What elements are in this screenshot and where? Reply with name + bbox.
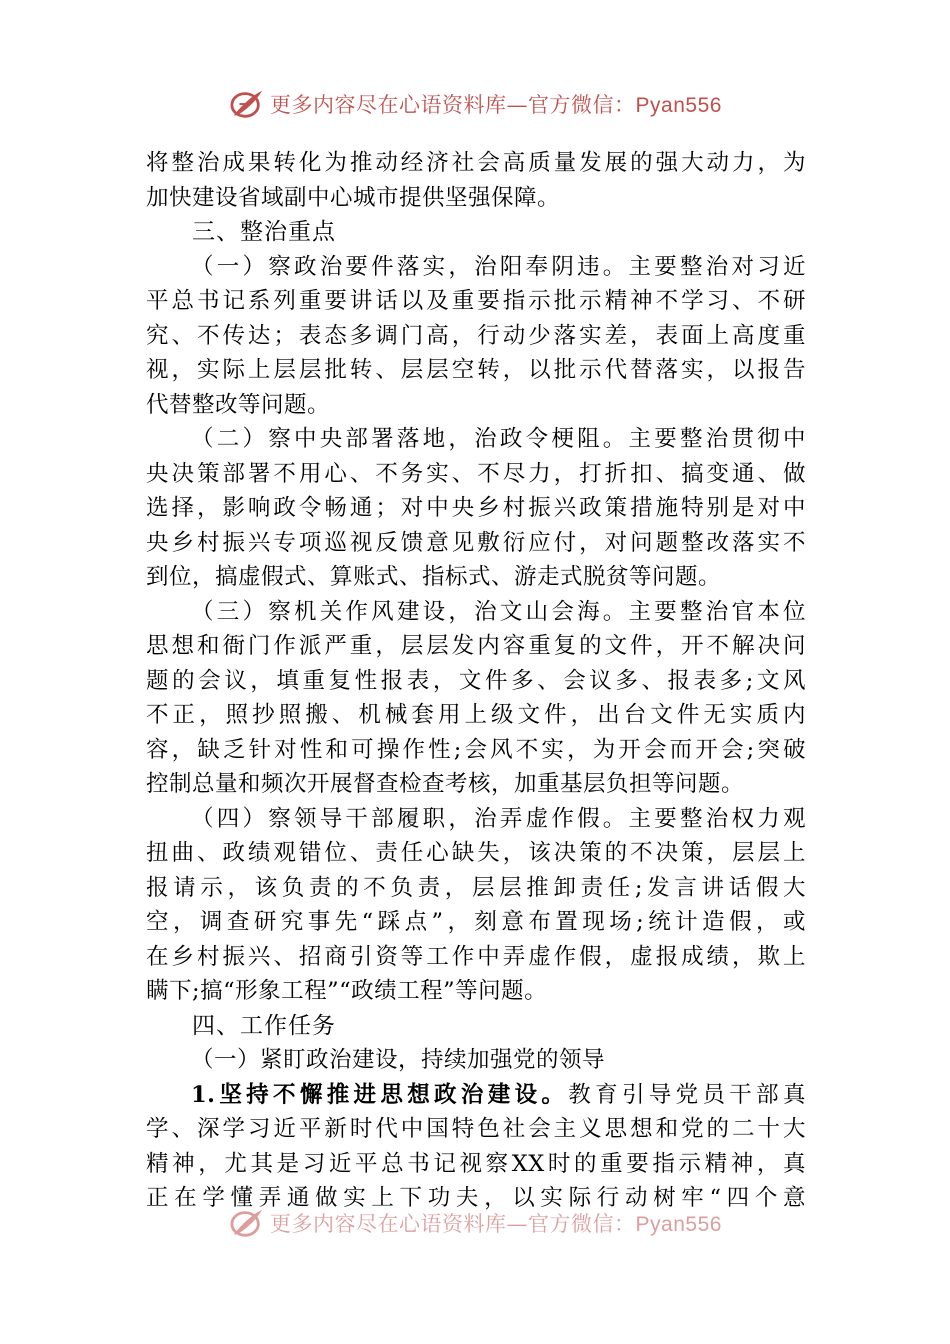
paragraph-line: 控制总量和频次开展督查检查考核，加重基层负担等问题。 [146, 771, 745, 797]
paragraph-line: 学、深学习近平新时代中国特色社会主义思想和党的二十大 [146, 1116, 806, 1142]
banner-text: 更多内容尽在心语资料库—官方微信：Pyan556 [270, 1212, 722, 1236]
paragraph-line: 正在学懂弄通做实上下功夫，以实际行动树牢“四个意 [146, 1185, 806, 1211]
paragraph-line: 容，缺乏针对性和可操作性;会风不实，为开会而开会;突破 [146, 736, 806, 763]
paragraph-line: 代替整改等问题。 [146, 391, 331, 418]
paragraph-line: 平总书记系列重要讲话以及重要指示批示精神不学习、不研 [146, 288, 806, 314]
paragraph-line: 将整治成果转化为推动经济社会高质量发展的强大动力，为 [146, 150, 806, 176]
paragraph-line: 选择，影响政令畅通；对中央乡村振兴政策措施特别是对中 [146, 495, 806, 521]
paragraph-line: 不正，照抄照搬、机械套用上级文件，出台文件无实质内 [146, 702, 806, 728]
paragraph-line: 央乡村振兴专项巡视反馈意见敷衍应付，对问题整改落实不 [146, 529, 806, 556]
paragraph-line: 在乡村振兴、招商引资等工作中弄虚作假，虚报成绩，欺上 [146, 943, 806, 970]
paragraph-line: 扭曲、政绩观错位、责任心缺失，该决策的不决策，层层上 [146, 840, 806, 866]
paragraph-line: 究、不传达；表态多调门高，行动少落实差，表面上高度重 [146, 322, 806, 349]
paragraph-line: （一）察政治要件落实，治阳奉阴违。主要整治对习近 [191, 253, 806, 280]
paragraph-line: 思想和衙门作派严重，层层发内容重复的文件，开不解决问 [146, 633, 806, 659]
paragraph-line: （四）察领导干部履职，治弄虚作假。主要整治权力观 [191, 805, 806, 832]
paragraph-line: 到位，搞虚假式、算账式、指标式、游走式脱贫等问题。 [146, 564, 722, 590]
paragraph-line: 空，调查研究事先“踩点”，刻意布置现场;统计造假，或 [146, 909, 806, 935]
banner-text: 更多内容尽在心语资料库—官方微信：Pyan556 [270, 93, 722, 117]
quill-logo-icon [228, 87, 266, 121]
paragraph-line: 瞒下;搞“形象工程”“政绩工程”等问题。 [146, 978, 548, 1004]
paragraph-line: 视，实际上层层批转、层层空转，以批示代替落实，以报告 [146, 357, 806, 383]
paragraph-line: 报请示，该负责的不负责，层层推卸责任;发言讲话假大 [146, 874, 806, 901]
paragraph-line: 加快建设省域副中心城市提供坚强保障。 [146, 184, 561, 211]
section-heading-4: 四、工作任务 [192, 1012, 336, 1039]
footer-banner [0, 1203, 950, 1243]
document-body [146, 146, 806, 1216]
paragraph-line: 题的会议，填重复性报表，文件多、会议多、报表多;文风 [146, 667, 806, 694]
paragraph-line: （三）察机关作风建设，治文山会海。主要整治官本位 [191, 598, 806, 625]
header-banner [0, 84, 950, 124]
paragraph-line: 央决策部署不用心、不务实、不尽力，打折扣、搞变通、做 [146, 460, 806, 487]
subsection-title: （一）紧盯政治建设，持续加强党的领导 [191, 1047, 606, 1073]
paragraph-line: 精神，尤其是习近平总书记视察XX时的重要指示精神，真 [146, 1150, 806, 1177]
paragraph-line: 1.坚持不懈推进思想政治建设。教育引导党员干部真 [191, 1081, 806, 1108]
paragraph-line: （二）察中央部署落地，治政令梗阻。主要整治贯彻中 [191, 426, 806, 452]
section-heading-3: 三、整治重点 [192, 219, 336, 245]
quill-logo-icon [228, 1206, 266, 1240]
